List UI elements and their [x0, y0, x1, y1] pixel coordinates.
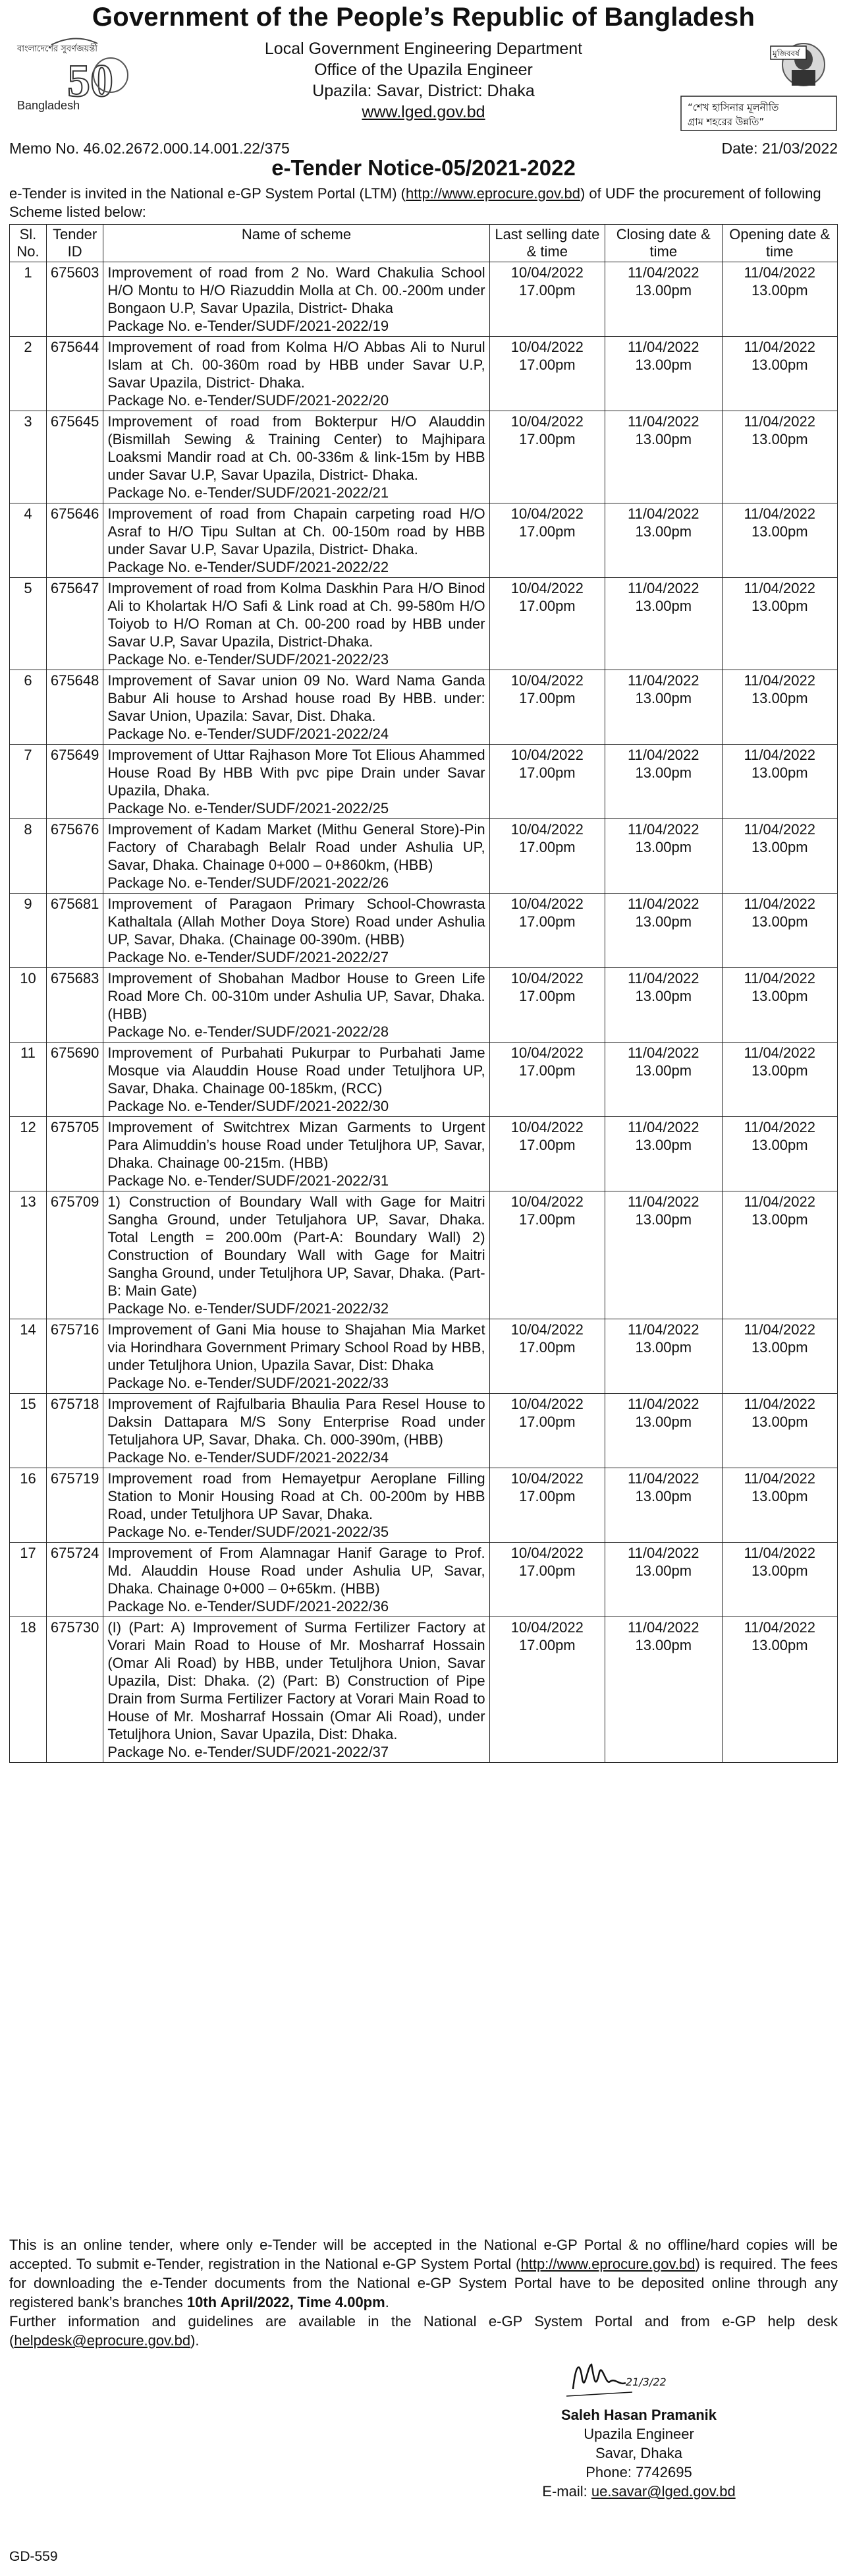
scheme-description: (I) (Part: A) Improvement of Surma Fertilizer Factory at Vorari Main Road to House of Mr. Mosharraf Hossain (Omar Ali Road) by HBB, under Tetuljhora Union, Savar Upazila, Dist: Dhaka. (2) (Part: B) Construction of Pipe Drain from Surma Fertilizer Factory at Vorari Main Road to House of Mr. Mosharraf Hossain (Omar Ali Road), under Tetuljhora Union, Savar Upazila, Dist: Dhaka.: [107, 1619, 485, 1742]
package-number: Package No. e-Tender/SUDF/2021-2022/36: [107, 1598, 389, 1615]
row-closing: 11/04/2022 13.00pm: [605, 894, 722, 968]
row-sl: 7: [10, 745, 47, 819]
row-last-selling: 10/04/2022 17.00pm: [489, 1319, 605, 1394]
table-row: [10, 745, 838, 819]
header-scheme-name: Name of scheme: [103, 225, 489, 262]
footer-p1-text-c: .: [385, 2294, 389, 2310]
package-number: Package No. e-Tender/SUDF/2021-2022/23: [107, 651, 389, 668]
table-row: [10, 1117, 838, 1191]
row-sl: 10: [10, 968, 47, 1043]
row-last-selling: 10/04/2022 17.00pm: [489, 894, 605, 968]
table-row: [10, 968, 838, 1043]
row-tender-id: 675690: [46, 1043, 103, 1117]
row-opening: 11/04/2022 13.00pm: [722, 1617, 838, 1763]
row-opening: 11/04/2022 13.00pm: [722, 1543, 838, 1617]
intro-text-after: ) of UDF the procurement of following Scheme listed below:: [9, 185, 821, 220]
footer-paragraph-1: [9, 2235, 838, 2312]
row-opening: 11/04/2022 13.00pm: [722, 1117, 838, 1191]
row-scheme: [103, 337, 489, 411]
tender-table: [9, 224, 838, 1763]
row-tender-id: 675718: [46, 1394, 103, 1468]
row-sl: 3: [10, 411, 47, 503]
notice-title: e-Tender Notice-05/2021-2022: [271, 156, 576, 180]
scheme-description: Improvement of Shobahan Madbor House to Green Life Road More Ch. 00-310m under Ashulia UP, Savar, Dhaka. (HBB): [107, 970, 485, 1022]
table-row: [10, 894, 838, 968]
package-number: Package No. e-Tender/SUDF/2021-2022/33: [107, 1375, 389, 1391]
row-closing: 11/04/2022 13.00pm: [605, 1043, 722, 1117]
table-row: [10, 262, 838, 337]
row-sl: 8: [10, 819, 47, 894]
row-scheme: [103, 1319, 489, 1394]
row-sl: 9: [10, 894, 47, 968]
row-last-selling: 10/04/2022 17.00pm: [489, 1191, 605, 1319]
row-last-selling: 10/04/2022 17.00pm: [489, 1043, 605, 1117]
row-opening: 11/04/2022 13.00pm: [722, 1468, 838, 1543]
row-closing: 11/04/2022 13.00pm: [605, 670, 722, 745]
row-last-selling: 10/04/2022 17.00pm: [489, 745, 605, 819]
row-tender-id: 675730: [46, 1617, 103, 1763]
row-tender-id: 675649: [46, 745, 103, 819]
signatory-phone: Phone: 7742695: [586, 2464, 692, 2480]
row-sl: 16: [10, 1468, 47, 1543]
package-number: Package No. e-Tender/SUDF/2021-2022/21: [107, 484, 389, 501]
row-scheme: [103, 894, 489, 968]
row-closing: 11/04/2022 13.00pm: [605, 745, 722, 819]
logo-right-quote1: “শেখ হাসিনার মূলনীতি: [688, 101, 779, 113]
row-sl: 1: [10, 262, 47, 337]
row-tender-id: 675645: [46, 411, 103, 503]
row-opening: 11/04/2022 13.00pm: [722, 1191, 838, 1319]
signature-date-scrawl: 21/3/22: [626, 2376, 667, 2388]
row-sl: 4: [10, 503, 47, 578]
row-opening: 11/04/2022 13.00pm: [722, 819, 838, 894]
package-number: Package No. e-Tender/SUDF/2021-2022/20: [107, 392, 389, 409]
row-closing: 11/04/2022 13.00pm: [605, 1543, 722, 1617]
footer-deadline: 10th April/2022, Time 4.00pm: [186, 2294, 385, 2310]
package-number: Package No. e-Tender/SUDF/2021-2022/19: [107, 318, 389, 334]
scheme-description: Improvement of Kadam Market (Mithu General Store)-Pin Factory of Charabagh Belalr Road under Ashulia UP, Savar, Dhaka. Chainage 0+000 – 0+860km, (HBB): [107, 821, 485, 873]
scheme-description: Improvement of From Alamnagar Hanif Garage to Prof. Md. Alauddin House Road under Ashulia UP, Savar, Dhaka. Chainage 0+000 – 0+65km. (HBB): [107, 1545, 485, 1597]
signatory-title: Upazila Engineer: [584, 2426, 694, 2442]
header-sl: Sl. No.: [10, 225, 47, 262]
table-row: [10, 819, 838, 894]
row-opening: 11/04/2022 13.00pm: [722, 503, 838, 578]
row-sl: 18: [10, 1617, 47, 1763]
table-row: [10, 670, 838, 745]
row-last-selling: 10/04/2022 17.00pm: [489, 337, 605, 411]
package-number: Package No. e-Tender/SUDF/2021-2022/28: [107, 1023, 389, 1040]
intro-text-before: e-Tender is invited in the National e-GP System Portal (LTM) (: [9, 185, 406, 202]
row-opening: 11/04/2022 13.00pm: [722, 1394, 838, 1468]
row-last-selling: 10/04/2022 17.00pm: [489, 1543, 605, 1617]
package-number: Package No. e-Tender/SUDF/2021-2022/27: [107, 949, 389, 965]
row-last-selling: 10/04/2022 17.00pm: [489, 262, 605, 337]
row-opening: 11/04/2022 13.00pm: [722, 411, 838, 503]
row-opening: 11/04/2022 13.00pm: [722, 745, 838, 819]
scheme-description: Improvement of road from 2 No. Ward Chakulia School H/O Montu to H/O Riazuddin Molla at Ch. 00.-200m under Bongaon U.P, Savar Upazila, District- Dhaka: [107, 264, 485, 316]
row-tender-id: 675705: [46, 1117, 103, 1191]
row-last-selling: 10/04/2022 17.00pm: [489, 503, 605, 578]
header-department: Local Government Engineering Department: [264, 40, 583, 58]
row-sl: 15: [10, 1394, 47, 1468]
table-row: [10, 1543, 838, 1617]
row-sl: 12: [10, 1117, 47, 1191]
package-number: Package No. e-Tender/SUDF/2021-2022/37: [107, 1744, 389, 1760]
header-last-selling: Last selling date & time: [489, 225, 605, 262]
row-closing: 11/04/2022 13.00pm: [605, 1394, 722, 1468]
row-tender-id: 675676: [46, 819, 103, 894]
logo-left-script: বাংলাদেশের সুবর্ণজয়ন্তী: [17, 44, 97, 54]
scheme-description: Improvement of road from Chapain carpeting road H/O Asraf to H/O Tipu Sultan at Ch. 00-150m road by HBB under Savar U.P, Savar Upazila, District- Dhaka.: [107, 505, 485, 558]
footer-paragraph-2: [9, 2312, 838, 2350]
row-scheme: [103, 1617, 489, 1763]
row-last-selling: 10/04/2022 17.00pm: [489, 1617, 605, 1763]
row-tender-id: 675719: [46, 1468, 103, 1543]
row-scheme: [103, 1468, 489, 1543]
row-scheme: [103, 1043, 489, 1117]
scheme-description: Improvement of Savar union 09 No. Ward Nama Ganda Babur Ali house to Arshad house road By HBB. under: Savar Union, Upazila: Savar, Dist. Dhaka.: [107, 672, 485, 724]
row-opening: 11/04/2022 13.00pm: [722, 1043, 838, 1117]
notice-date: Date: 21/03/2022: [721, 140, 838, 157]
row-tender-id: 675648: [46, 670, 103, 745]
logo-right-quote2: গ্রাম শহরের উন্নতি”: [688, 116, 765, 128]
package-number: Package No. e-Tender/SUDF/2021-2022/31: [107, 1172, 389, 1189]
row-opening: 11/04/2022 13.00pm: [722, 262, 838, 337]
row-sl: 14: [10, 1319, 47, 1394]
scheme-description: Improvement of Switchtrex Mizan Garments to Urgent Para Alimuddin’s house Road under Tetuljhora UP, Savar, Dhaka. Chainage 00-215m. (HBB): [107, 1119, 485, 1171]
row-closing: 11/04/2022 13.00pm: [605, 1468, 722, 1543]
logo-left-caption: Bangladesh: [17, 99, 80, 112]
package-number: Package No. e-Tender/SUDF/2021-2022/35: [107, 1524, 389, 1540]
row-tender-id: 675716: [46, 1319, 103, 1394]
row-closing: 11/04/2022 13.00pm: [605, 1319, 722, 1394]
package-number: Package No. e-Tender/SUDF/2021-2022/32: [107, 1300, 389, 1317]
row-closing: 11/04/2022 13.00pm: [605, 411, 722, 503]
row-scheme: [103, 1191, 489, 1319]
row-tender-id: 675646: [46, 503, 103, 578]
row-scheme: [103, 262, 489, 337]
package-number: Package No. e-Tender/SUDF/2021-2022/25: [107, 800, 389, 816]
header-closing: Closing date & time: [605, 225, 722, 262]
row-last-selling: 10/04/2022 17.00pm: [489, 578, 605, 670]
row-closing: 11/04/2022 13.00pm: [605, 1117, 722, 1191]
table-row: [10, 578, 838, 670]
table-row: [10, 1319, 838, 1394]
row-scheme: [103, 1394, 489, 1468]
tender-table-body: [10, 262, 838, 1763]
table-row: [10, 411, 838, 503]
scheme-description: Improvement of Uttar Rajhason More Tot Elious Ahammed House Road By HBB With pvc pipe Drain under Savar Upazila, Dhaka.: [107, 747, 485, 799]
table-row: [10, 1394, 838, 1468]
package-number: Package No. e-Tender/SUDF/2021-2022/30: [107, 1098, 389, 1114]
signatory-email-link[interactable]: ue.savar@lged.gov.bd: [591, 2483, 736, 2500]
row-opening: 11/04/2022 13.00pm: [722, 578, 838, 670]
row-closing: 11/04/2022 13.00pm: [605, 819, 722, 894]
table-row: [10, 503, 838, 578]
footer-eprocure-link[interactable]: http://www.eprocure.gov.bd: [520, 2256, 696, 2272]
header-website-link[interactable]: www.lged.gov.bd: [362, 103, 485, 121]
signatory-name: Saleh Hasan Pramanik: [560, 2407, 717, 2423]
row-sl: 2: [10, 337, 47, 411]
row-tender-id: 675681: [46, 894, 103, 968]
footer-p2-text-a: Further information and guidelines are available in the National e-GP System Portal and from e-GP help desk (: [9, 2313, 838, 2349]
row-closing: 11/04/2022 13.00pm: [605, 1617, 722, 1763]
row-tender-id: 675724: [46, 1543, 103, 1617]
logo-left-number: 50: [67, 56, 113, 107]
row-opening: 11/04/2022 13.00pm: [722, 337, 838, 411]
scheme-description: Improvement of Purbahati Pukurpar to Purbahati Jame Mosque via Alauddin House Road under Tetuljhora UP, Savar, Dhaka. Chainage 00-185km, (RCC): [107, 1045, 485, 1097]
gd-number: GD-559: [9, 2549, 58, 2564]
scheme-description: Improvement of Paragaon Primary School-Chowrasta Kathaltala (Allah Mother Doya Store) Road under Ashulia UP, Savar, Dhaka. (Chainage 00-390m. (HBB): [107, 896, 485, 948]
row-tender-id: 675603: [46, 262, 103, 337]
row-opening: 11/04/2022 13.00pm: [722, 1319, 838, 1394]
row-sl: 17: [10, 1543, 47, 1617]
row-sl: 6: [10, 670, 47, 745]
row-opening: 11/04/2022 13.00pm: [722, 894, 838, 968]
row-scheme: [103, 1543, 489, 1617]
scheme-description: Improvement of road from Kolma Daskhin Para H/O Binod Ali to Kholartak H/O Safi & Link road at Ch. 99-580m H/O Toiyob to H/O Roman at Ch. 00-200 road by HBB under Savar U.P, Savar Upazila, District-Dhaka.: [107, 580, 485, 650]
footer-p1-text-a: This is an online tender, where only e-Tender will be accepted in the National e-GP Portal & no offline/hard copies will be accepted. To submit e-Tender, registration in the National e-GP System Portal (: [9, 2237, 838, 2272]
header-location: Upazila: Savar, District: Dhaka: [312, 82, 535, 100]
scheme-description: Improvement of Rajfulbaria Bhaulia Para Resel House to Daksin Dattapara M/S Sony Enterprise Road under Tetuljahora UP, Savar, Dhaka. Ch. 000-390m, (HBB): [107, 1396, 485, 1448]
header-office: Office of the Upazila Engineer: [314, 61, 533, 79]
row-scheme: [103, 968, 489, 1043]
row-closing: 11/04/2022 13.00pm: [605, 1191, 722, 1319]
scheme-description: Improvement of road from Bokterpur H/O Alauddin (Bismillah Sewing & Training Center) to Majhipara Loaksmi Mandir road at Ch. 00-336m & link-15m by HBB under Savar U.P, Savar Upazila, District- Dhaka.: [107, 413, 485, 483]
row-last-selling: 10/04/2022 17.00pm: [489, 1394, 605, 1468]
package-number: Package No. e-Tender/SUDF/2021-2022/22: [107, 559, 389, 575]
table-row: [10, 1043, 838, 1117]
footer-p2-text-b: ).: [190, 2332, 200, 2349]
package-number: Package No. e-Tender/SUDF/2021-2022/24: [107, 726, 389, 742]
memo-number: Memo No. 46.02.2672.000.14.001.22/375: [9, 140, 290, 157]
row-closing: 11/04/2022 13.00pm: [605, 578, 722, 670]
header-opening: Opening date & time: [722, 225, 838, 262]
logo-right-text1: মুজিববর্ষ: [773, 49, 800, 58]
intro-paragraph: [9, 185, 838, 221]
row-opening: 11/04/2022 13.00pm: [722, 968, 838, 1043]
row-scheme: [103, 745, 489, 819]
row-scheme: [103, 1117, 489, 1191]
header-tender-id: Tender ID: [46, 225, 103, 262]
row-last-selling: 10/04/2022 17.00pm: [489, 670, 605, 745]
row-scheme: [103, 670, 489, 745]
table-row: [10, 1617, 838, 1763]
row-last-selling: 10/04/2022 17.00pm: [489, 819, 605, 894]
row-last-selling: 10/04/2022 17.00pm: [489, 968, 605, 1043]
row-tender-id: 675644: [46, 337, 103, 411]
signatory-location: Savar, Dhaka: [595, 2445, 683, 2461]
row-last-selling: 10/04/2022 17.00pm: [489, 411, 605, 503]
row-tender-id: 675683: [46, 968, 103, 1043]
footer-notes: [9, 2235, 838, 2350]
row-closing: 11/04/2022 13.00pm: [605, 337, 722, 411]
row-scheme: [103, 503, 489, 578]
header-title: Government of the People’s Republic of Bangladesh: [92, 3, 755, 32]
helpdesk-email-link[interactable]: helpdesk@eprocure.gov.bd: [14, 2332, 191, 2349]
eprocure-link[interactable]: http://www.eprocure.gov.bd: [405, 185, 580, 202]
scheme-description: Improvement of road from Kolma H/O Abbas Ali to Nurul Islam at Ch. 00-360m road by HBB under Savar U.P, Savar Upazila, District- Dhaka.: [107, 339, 485, 391]
row-sl: 11: [10, 1043, 47, 1117]
row-closing: 11/04/2022 13.00pm: [605, 503, 722, 578]
row-closing: 11/04/2022 13.00pm: [605, 968, 722, 1043]
row-tender-id: 675709: [46, 1191, 103, 1319]
row-sl: 13: [10, 1191, 47, 1319]
email-label: E-mail:: [542, 2483, 591, 2500]
table-row: [10, 337, 838, 411]
row-last-selling: 10/04/2022 17.00pm: [489, 1468, 605, 1543]
table-header-row: [10, 225, 838, 262]
signatory-block: [533, 2405, 744, 2501]
signatory-email-line: [533, 2482, 744, 2501]
row-scheme: [103, 411, 489, 503]
row-tender-id: 675647: [46, 578, 103, 670]
row-scheme: [103, 578, 489, 670]
row-opening: 11/04/2022 13.00pm: [722, 670, 838, 745]
package-number: Package No. e-Tender/SUDF/2021-2022/34: [107, 1449, 389, 1466]
scheme-description: Improvement road from Hemayetpur Aeroplane Filling Station to Monir Housing Road at Ch. 00-200m by HBB Road, under Tetuljhora UP Savar, Dhaka.: [107, 1470, 485, 1522]
handwritten-signature: [527, 2353, 685, 2405]
row-closing: 11/04/2022 13.00pm: [605, 262, 722, 337]
table-row: [10, 1468, 838, 1543]
footer-p1-text-b: ) is required. The fees for downloading the e-Tender documents from the National e-GP System Portal have to be deposited online through any registered bank’s branches: [9, 2256, 838, 2310]
row-last-selling: 10/04/2022 17.00pm: [489, 1117, 605, 1191]
scheme-description: Improvement of Gani Mia house to Shajahan Mia Market via Horindhara Government Primary School Road by HBB, under Tetuljhora Union, Upazila Savar, Dist: Dhaka: [107, 1321, 485, 1373]
table-row: [10, 1191, 838, 1319]
row-sl: 5: [10, 578, 47, 670]
package-number: Package No. e-Tender/SUDF/2021-2022/26: [107, 874, 389, 891]
scheme-description: 1) Construction of Boundary Wall with Gage for Maitri Sangha Ground, under Tetuljahora UP, Savar, Dhaka. Total Length = 200.00m (Part-A: Boundary Wall) 2) Construction of Boundary Wall with Gage for Maitri Sangha Ground, under Tetuljhora UP, Savar, Dhaka. (Part-B: Main Gate): [107, 1193, 485, 1299]
row-scheme: [103, 819, 489, 894]
